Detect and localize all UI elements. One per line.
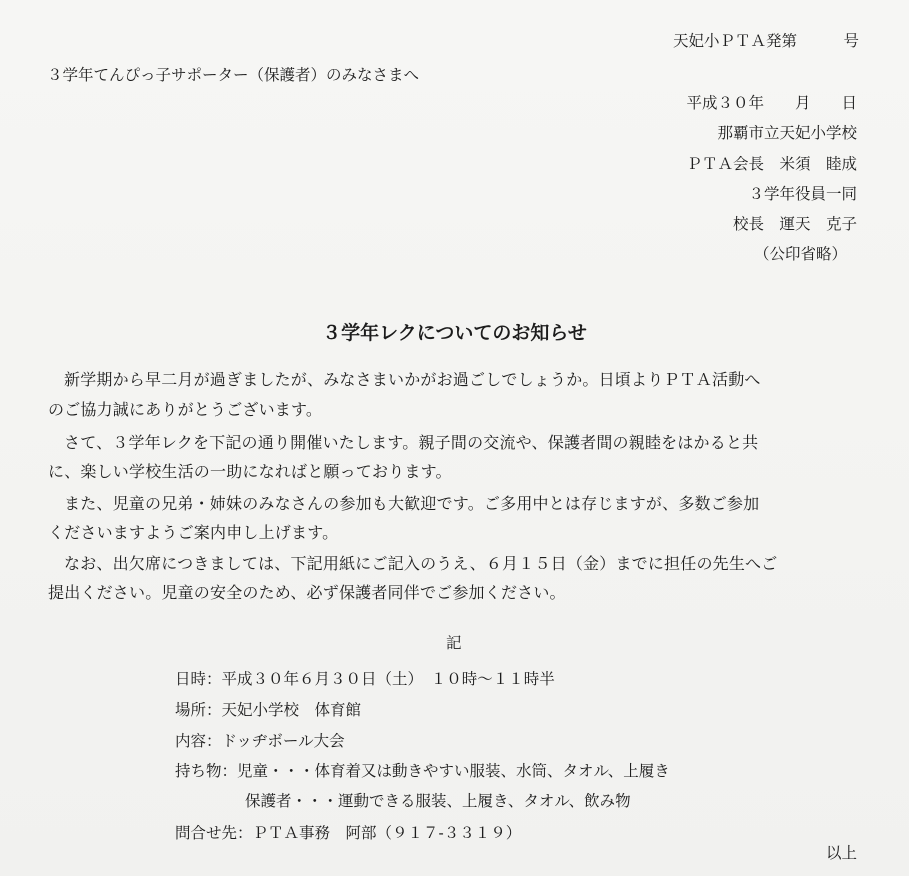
addressee: ３学年てんぴっ子サポーター（保護者）のみなさまへ (47, 66, 420, 84)
school-name: 那覇市立天妃小学校 (717, 124, 857, 142)
body-line: に、楽しい学校生活の一助になればと願っております。 (48, 462, 452, 481)
body-line: 提出ください。児童の安全のため、必ず保護者同伴でご参加ください。 (48, 583, 566, 602)
event-place: 場所：天妃小学校 体育館 (175, 701, 362, 719)
seal-note: （公印省略） (753, 245, 847, 263)
items-guardian: 保護者・・・運動できる服装、上履き、タオル、飲み物 (245, 792, 631, 810)
issue-date: 平成３０年 月 日 (686, 94, 857, 112)
body-line: くださいますようご案内申し上げます。 (48, 523, 339, 542)
event-content: 内容：ドッヂボール大会 (175, 732, 345, 750)
pta-president: ＰＴＡ会長 米須 睦成 (686, 155, 857, 173)
document-number: 天妃小ＰＴＡ発第 号 (672, 32, 859, 50)
body-line: 新学期から早二月が過ぎましたが、みなさまいかがお過ごしでしょうか。日頃よりＰＴＡ活動へ (64, 370, 761, 389)
body-line: なお、出欠席につきましては、下記用紙にご記入のうえ、６月１５日（金）までに担任の先生へご (64, 554, 778, 573)
body-line: さて、３学年レクを下記の通り開催いたします。親子間の交流や、保護者間の親睦をはかると共 (64, 433, 759, 452)
contact: 問合せ先：ＰＴＡ事務 阿部（９１７-３３１９） (175, 824, 522, 842)
grade-officers: ３学年役員一同 (748, 185, 857, 203)
body-line: また、児童の兄弟・姉妹のみなさんの参加も大歓迎です。ご多用中とは存じますが、多数ご参加 (64, 494, 760, 513)
event-datetime: 日時：平成３０年６月３０日（土） １０時～１１時半 (175, 670, 555, 688)
body-line: のご協力誠にありがとうございます。 (48, 400, 323, 419)
document-title: ３学年レクについてのお知らせ (322, 322, 587, 344)
principal: 校長 運天 克子 (732, 215, 857, 233)
ki-heading: 記 (446, 634, 462, 652)
items-child: 持ち物：児童・・・体育着又は動きやすい服装、水筒、タオル、上履き (175, 762, 670, 780)
closing: 以上 (825, 844, 857, 862)
